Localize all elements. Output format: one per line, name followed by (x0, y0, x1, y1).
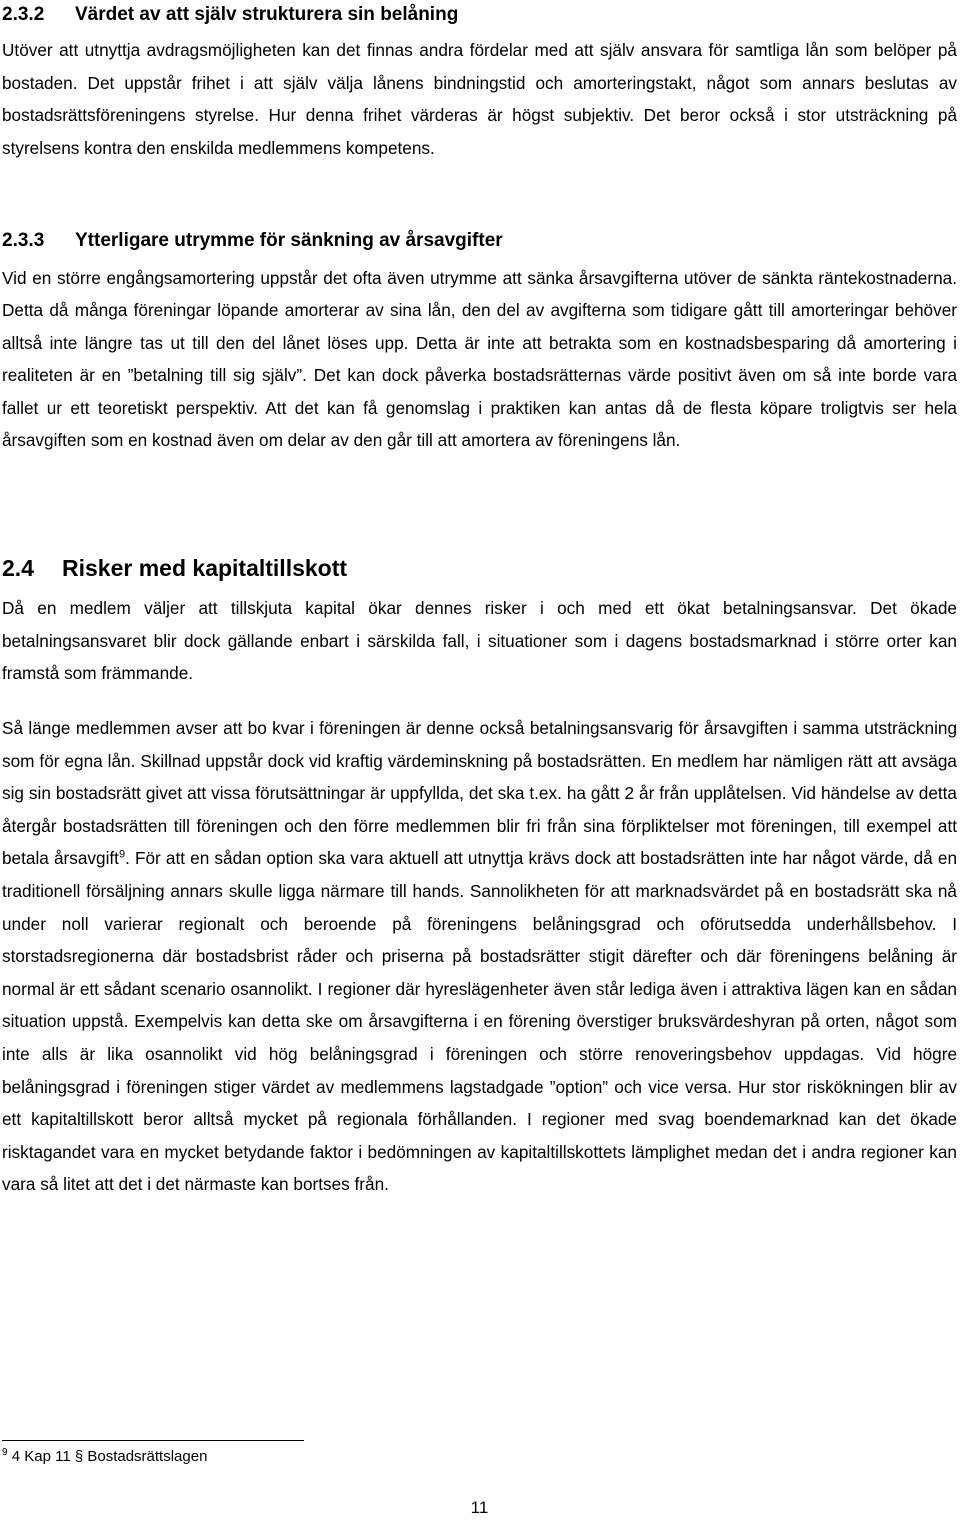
section-number: 2.3.2 (2, 4, 45, 25)
body-paragraph: Vid en större engångsamortering uppstår det ofta även utrymme att sänka årsavgifterna utöver de sänkta räntekostnaderna. Detta då många föreningar löpande amorterar av sina lån, den del av avgifterna som tidigare gått till amorteringar behöver alltså inte längre tas ut till den del lånet löses upp. Detta är inte att betrakta som en kostnadsbesparing då amortering i realiteten är en ”betalning till sig själv”. Det kan dock påverka bostadsrätternas värde positivt även om så inte borde vara fallet ur ett teoretiskt perspektiv. Att det kan få genomslag i praktiken kan antas då de flesta köpare troligtvis ser hela årsavgiften som en kostnad även om delar av den går till att amortera av föreningens lån. (2, 268, 957, 451)
section-title: Risker med kapitaltillskott (62, 555, 348, 581)
section-heading-2-4 (2, 554, 347, 582)
page-number: 11 (470, 1498, 489, 1517)
body-paragraph (2, 712, 957, 1201)
document-page (2, 0, 957, 1520)
footnote-number: 9 (2, 1447, 8, 1458)
footnote-separator (2, 1440, 304, 1441)
section-heading-2-3-3 (2, 229, 503, 253)
paragraph-text: Så länge medlemmen avser att bo kvar i föreningen är denne också betalningsansvarig för årsavgiften i samma utsträckning som för egna lån. Skillnad uppstår dock vid kraftig värdeminskning på bostadsrätten. En medlem har nämligen rätt att avsäga sig sin bostadsrätt givet att vissa förutsättningar är uppfyllda, det ska t.ex. ha gått 2 år från upplåtelsen. Vid händelse av detta återgår bostadsrätten till föreningen och den förre medlemmen blir fri från sina förpliktelser mot föreningen, till exempel att betala årsavgift (2, 718, 957, 869)
footnote-text: 4 Kap 11 § Bostadsrättslagen (11, 1448, 208, 1465)
section-number: 2.4 (2, 555, 34, 581)
section-title: Ytterligare utrymme för sänkning av årsavgifter (75, 230, 503, 251)
section-title: Värdet av att själv strukturera sin belåning (75, 4, 459, 25)
footnote-reference[interactable]: 9 (118, 848, 126, 861)
section-heading-2-3-2 (2, 3, 458, 27)
body-paragraph: Då en medlem väljer att tillskjuta kapital ökar dennes risker i och med ett ökat betalningsansvar. Det ökade betalningsansvaret blir dock gällande enbart i särskilda fall, i situationer som i dagens bostadsmarknad i större orter kan framstå som främmande. (2, 598, 957, 684)
footnote (2, 1447, 207, 1467)
paragraph-text: . För att en sådan option ska vara aktuell att utnyttja krävs dock att bostadsrätten inte har något värde, då en traditionell försäljning annars skulle ligga närmare till hands. Sannolikheten för att marknadsvärdet på en bostadsrätt ska nå under noll varierar regionalt och beroende på föreningens belåningsgrad och oförutsedda underhållsbehov. I storstadsregionerna där bostadsbrist råder och priserna på bostadsrätter stigit därefter och där föreningens belåning är normal är ett sådant scenario osannolikt. I regioner där hyreslägenheter även står lediga även i attraktiva lägen kan en sådan situation uppstå. Exempelvis kan detta ske om årsavgifterna i en förening överstiger bruksvärdeshyran på orten, något som inte alls är lika osannolikt vid hög belåningsgrad i föreningen och större renoveringsbehov uppdagas. Vid högre belåningsgrad i föreningen stiger värdet av medlemmens lagstadgade ”option” och vice versa. Hur stor riskökningen blir av ett kapitaltillskott beror alltså mycket på regionala förhållanden. I regioner med svag boendemarknad kan det ökade risktagandet vara en mycket betydande faktor i bedömningen av kapitaltillskottets lämplighet medan det i andra regioner kan vara så litet att det i det närmaste kan bortses från. (2, 848, 958, 1195)
section-number: 2.3.3 (2, 230, 45, 251)
body-paragraph: Utöver att utnyttja avdragsmöjligheten kan det finnas andra fördelar med att själv ansvara för samtliga lån som belöper på bostaden. Det uppstår frihet i att själv välja lånens bindningstid och amorteringstakt, något som annars beslutas av bostadsrättsföreningens styrelse. Hur denna frihet värderas är högst subjektiv. Det beror också i stor utsträckning på styrelsens kontra den enskilda medlemmens kompetens. (2, 40, 957, 158)
